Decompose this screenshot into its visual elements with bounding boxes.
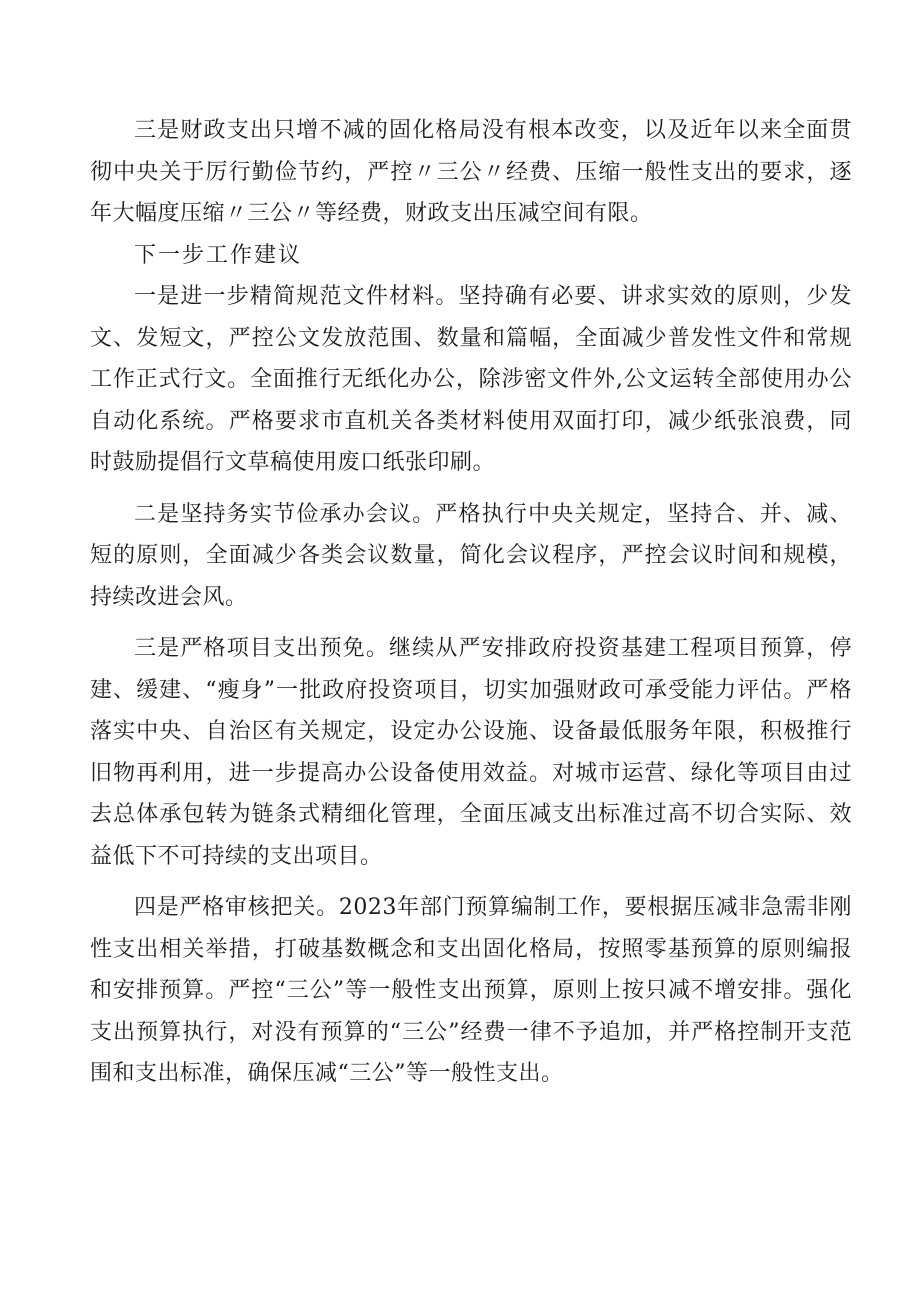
document-body <box>90 110 852 1095</box>
paragraph-budget-review: 四是严格审核把关。2023年部门预算编制工作，要根据压减非急需非刚性支出相关举措，打破基数概念和支出固化格局，按照零基预算的原则编报和安排预算。严控“三公”等一般性支出预算，原则上按只减不增安排。强化支出预算执行，对没有预算的“三公”经费一律不予追加，并严格控制开支范围和支出标准，确保压减“三公”等一般性支出。 <box>90 895 852 1086</box>
paragraph-fiscal-rigidity: 三是财政支出只增不减的固化格局没有根本改变，以及近年以来全面贯彻中央关于厉行勤俭节约，严控〃三公〃经费、压缩一般性支出的要求，逐年大幅度压缩〃三公〃等经费，财政支出压减空间有限。 <box>90 118 852 226</box>
paragraph-meetings: 二是坚持务实节俭承办会议。严格执行中央关规定，坚持合、并、减、短的原则，全面减少各类会议数量，简化会议程序，严控会议时间和规模，持续改进会风。 <box>90 501 852 610</box>
paragraph-streamline-documents: 一是进一步精简规范文件材料。坚持确有必要、讲求实效的原则，少发文、发短文，严控公文发放范围、数量和篇幅，全面减少普发性文件和常规工作正式行文。全面推行无纸化办公，除涉密文件外,公文运转全部使用办公自动化系统。严格要求市直机关各类材料使用双面打印，减少纸张浪费，同时鼓励提倡行文草稿使用废口纸张印刷。 <box>90 284 852 475</box>
section-heading-next-steps: 下一步工作建议 <box>134 242 303 268</box>
paragraph-project-spending: 三是严格项目支出预免。继续从严安排政府投资基建工程项目预算，停建、缓建、“瘦身”一批政府投资项目，切实加强财政可承受能力评估。严格落实中央、自治区有关规定，设定办公设施、设备最低服务年限，积极推行旧物再利用，进一步提高办公设备使用效益。对城市运营、绿化等项目由过去总体承包转为链条式精细化管理，全面压减支出标准过高不切合实际、效益低下不可持续的支出项目。 <box>90 636 852 869</box>
